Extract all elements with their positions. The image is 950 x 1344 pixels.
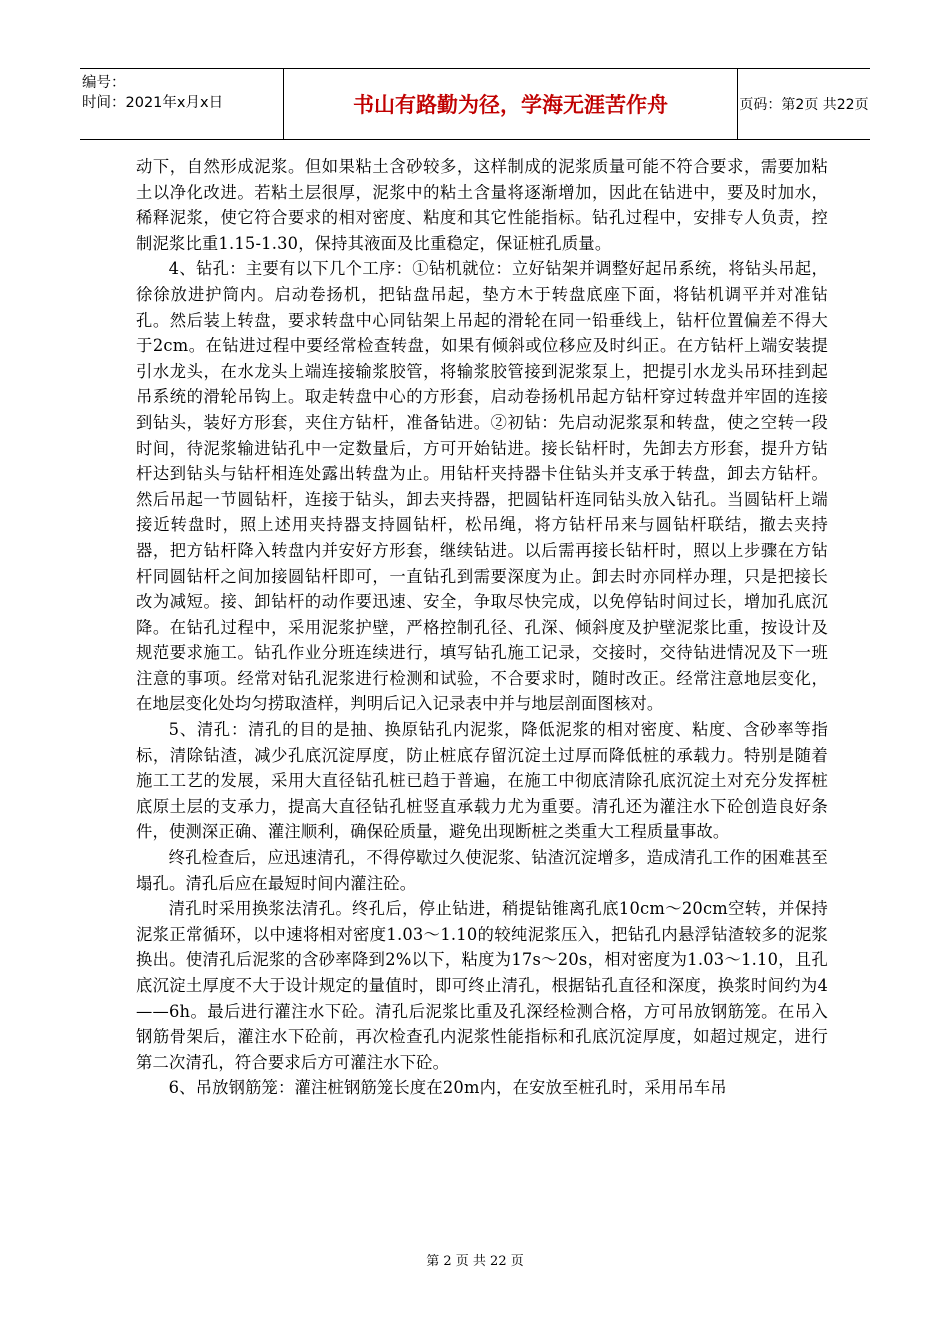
document-date: 时间：2021年x月x日 bbox=[82, 95, 224, 111]
page-footer: 第 2 页 共 22 页 bbox=[426, 1254, 524, 1269]
page-header bbox=[80, 68, 870, 140]
document-number-label: 编号： bbox=[82, 75, 126, 91]
header-motto: 书山有路勤为径，学海无涯苦作舟 bbox=[284, 69, 738, 139]
header-page-info: 页码：第2页 共22页 bbox=[739, 97, 869, 113]
paragraph-hole-cleaning: 5、清孔：清孔的目的是抽、换原钻孔内泥浆，降低泥浆的相对密度、粘度、含砂率等指标，清除钻渣，减少孔底沉淀厚度，防止桩底存留沉淀土过厚而降低桩的承载力。特别是随着施工工艺的发展，采用大直径钻孔桩已趋于普遍，在施工中彻底清除孔底沉淀土对充分发挥桩底原土层的支承力，提高大直径钻孔桩竖直承载力尤为重要。清孔还为灌注水下砼创造良好条件，使测深正确、灌注顺利，确保砼质量，避免出现断桩之类重大工程质量事故。 bbox=[136, 720, 828, 842]
paragraph-slurry-exchange: 清孔时采用换浆法清孔。终孔后，停止钻进，稍提钻锥离孔底10cm～20cm空转，并保持泥浆正常循环，以中速将相对密度1.03～1.10的较纯泥浆压入，把钻孔内悬浮钻渣较多的泥浆换出。使清孔后泥浆的含砂率降到2%以下，粘度为17s～20s，相对密度为1.03～1.10，且孔底沉淀土厚度不大于设计规定的量值时，即可终止清孔，根据钻孔直径和深度，换浆时间约为4——6h。最后进行灌注水下砼。清孔后泥浆比重及孔深经检测合格，方可吊放钢筋笼。在吊入钢筋骨架后，灌注水下砼前，再次检查孔内泥浆性能指标和孔底沉淀厚度，如超过规定，进行第二次清孔，符合要求后方可灌注水下砼。 bbox=[136, 899, 828, 1072]
paragraph-drilling: 4、钻孔：主要有以下几个工序：①钻机就位：立好钻架并调整好起吊系统，将钻头吊起，徐徐放进护筒内。启动卷扬机，把钻盘吊起，垫方木于转盘底座下面，将钻机调平并对准钻孔。然后装上转盘，要求转盘中心同钻架上吊起的滑轮在同一铅垂线上，钻杆位置偏差不得大于2cm。在钻进过程中要经常检查转盘，如果有倾斜或位移应及时纠正。在方钻杆上端安装提引水龙头，在水龙头上端连接输浆胶管，将输浆胶管接到泥浆泵上，把提引水龙头吊环挂到起吊系统的滑轮吊钩上。取走转盘中心的方形套，启动卷扬机吊起方钻杆穿过转盘并牢固的连接到钻头，装好方形套，夹住方钻杆，准备钻进。②初钻：先启动泥浆泵和转盘，使之空转一段时间，待泥浆输进钻孔中一定数量后，方可开始钻进。接长钻杆时，先卸去方形套，提升方钻杆达到钻头与钻杆相连处露出转盘为止。用钻杆夹持器卡住钻头并支承于转盘，卸去方钻杆。然后吊起一节圆钻杆，连接于钻头，卸去夹持器，把圆钻杆连同钻头放入钻孔。当圆钻杆上端接近转盘时，照上述用夹持器支持圆钻杆，松吊绳，将方钻杆吊来与圆钻杆联结，撤去夹持器，把方钻杆降入转盘内并安好方形套，继续钻进。以后需再接长钻杆时，照以上步骤在方钻杆同圆钻杆之间加接圆钻杆即可，一直钻孔到需要深度为止。卸去时亦同样办理，只是把接长改为减短。接、卸钻杆的动作要迅速、安全，争取尽快完成，以免停钻时间过长，增加孔底沉降。在钻孔过程中，采用泥浆护壁，严格控制孔径、孔深、倾斜度及护壁泥浆比重，按设计及规范要求施工。钻孔作业分班连续进行，填写钻孔施工记录，交接时，交待钻进情况及下一班注意的事项。经常对钻孔泥浆进行检测和试验，不合要求时，随时改正。经常注意地层变化，在地层变化处均匀捞取渣样，判明后记入记录表中并与地层剖面图核对。 bbox=[136, 259, 828, 714]
paragraph-mud-continuation: 动下，自然形成泥浆。但如果粘土含砂较多，这样制成的泥浆质量可能不符合要求，需要加粘土以净化改进。若粘土层很厚，泥浆中的粘土含量将逐渐增加，因此在钻进中，要及时加水，稀释泥浆，使它符合要求的相对密度、粘度和其它性能指标。钻孔过程中，安排专人负责，控制泥浆比重1.15-1.30，保持其液面及比重稳定，保证桩孔质量。 bbox=[136, 157, 828, 253]
paragraph-final-inspection: 终孔检查后，应迅速清孔，不得停歇过久使泥浆、钻渣沉淀增多，造成清孔工作的困难甚至塌孔。清孔后应在最短时间内灌注砼。 bbox=[136, 848, 828, 893]
document-body bbox=[136, 154, 828, 1101]
header-info bbox=[80, 69, 284, 139]
paragraph-rebar-cage: 6、吊放钢筋笼：灌注桩钢筋笼长度在20m内，在安放至桩孔时，采用吊车吊 bbox=[168, 1078, 727, 1098]
